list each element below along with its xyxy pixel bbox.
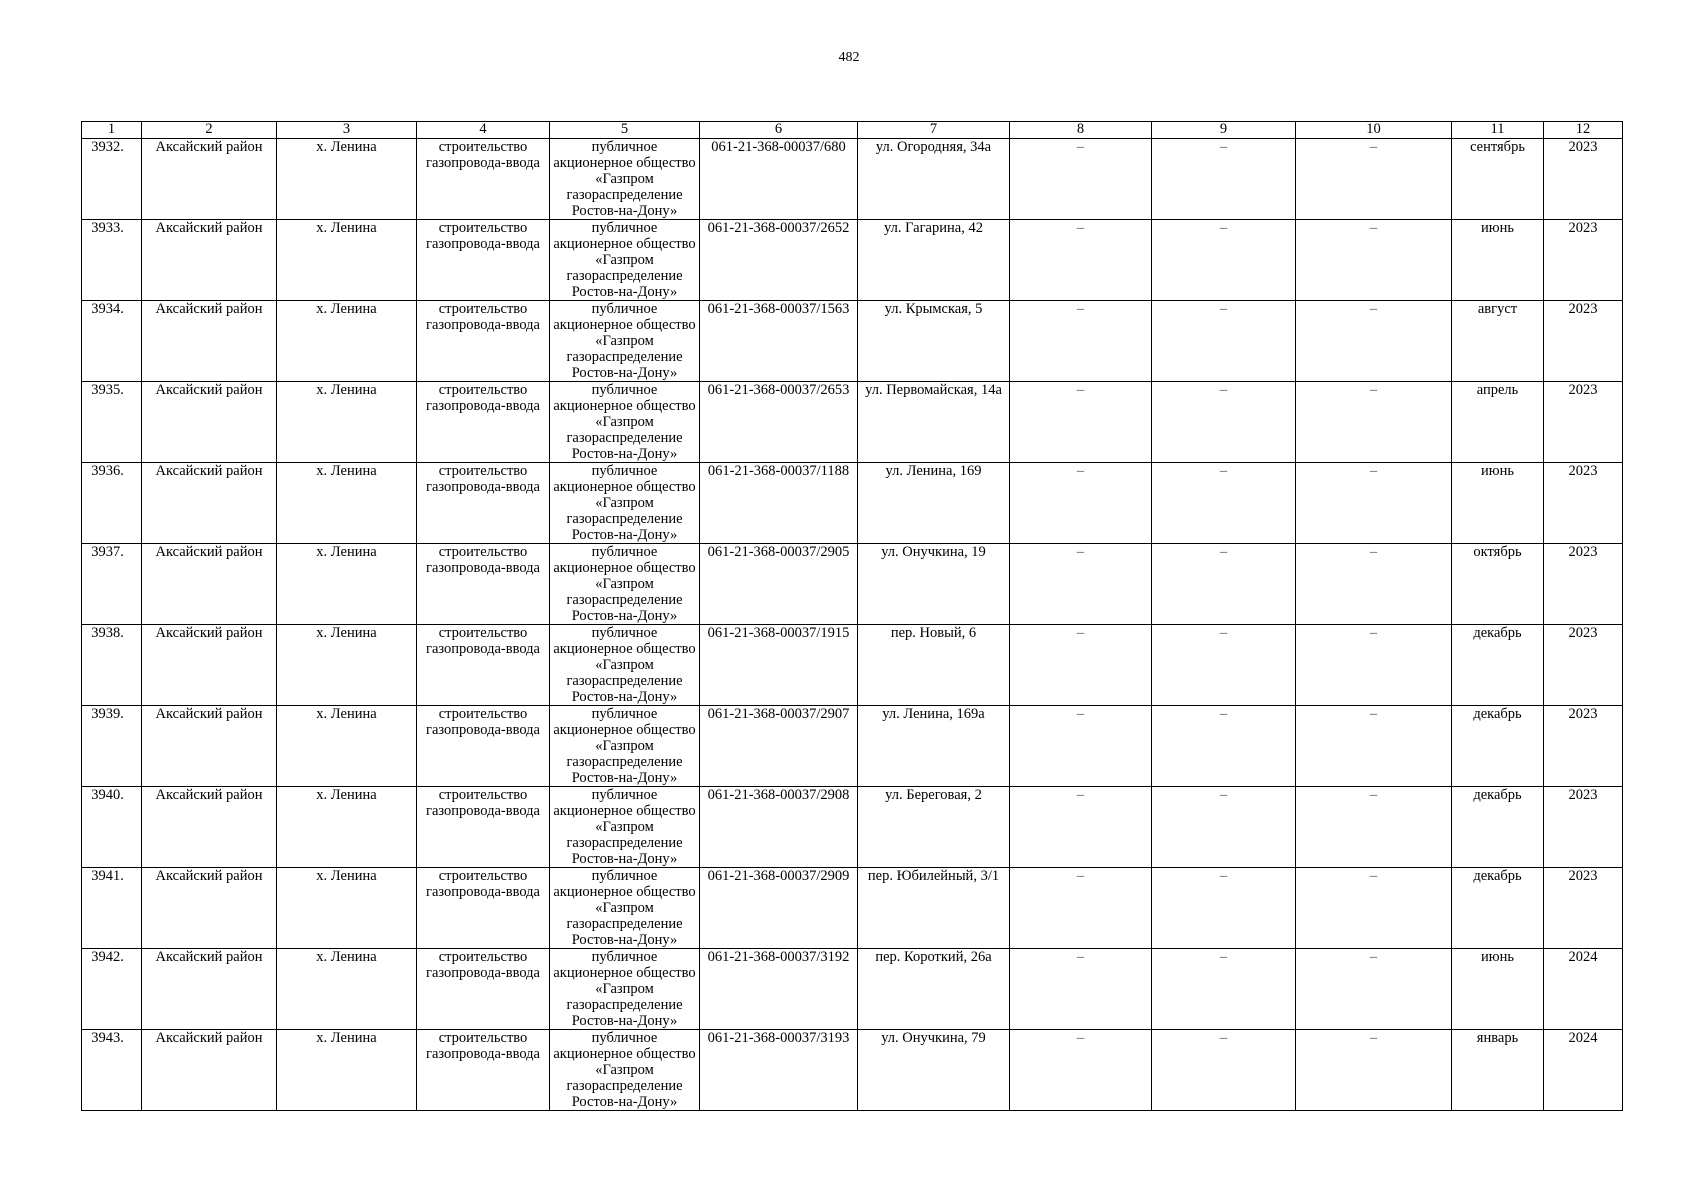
registry-code-cell: 061-21-368-00037/2653	[700, 382, 858, 463]
column-header: 8	[1010, 122, 1152, 139]
work-type-cell: строительство газопровода-ввода	[417, 544, 550, 625]
dash-cell: –	[1296, 1030, 1452, 1111]
month-cell: июнь	[1452, 463, 1544, 544]
district-cell: Аксайский район	[142, 544, 277, 625]
month-cell: июнь	[1452, 220, 1544, 301]
registry-code-cell: 061-21-368-00037/2652	[700, 220, 858, 301]
dash-cell: –	[1010, 463, 1152, 544]
dash-cell: –	[1296, 868, 1452, 949]
registry-code-cell: 061-21-368-00037/3193	[700, 1030, 858, 1111]
settlement-cell: х. Ленина	[277, 139, 417, 220]
dash-cell: –	[1010, 949, 1152, 1030]
table-row	[82, 706, 1623, 787]
organization-cell: публичное акционерное общество «Газпром газораспределение Ростов-на-Дону»	[550, 382, 700, 463]
settlement-cell: х. Ленина	[277, 382, 417, 463]
table-row	[82, 301, 1623, 382]
organization-cell: публичное акционерное общество «Газпром газораспределение Ростов-на-Дону»	[550, 544, 700, 625]
work-type-cell: строительство газопровода-ввода	[417, 139, 550, 220]
year-cell: 2023	[1544, 625, 1623, 706]
organization-cell: публичное акционерное общество «Газпром газораспределение Ростов-на-Дону»	[550, 787, 700, 868]
district-cell: Аксайский район	[142, 868, 277, 949]
address-cell: ул. Онучкина, 19	[858, 544, 1010, 625]
district-cell: Аксайский район	[142, 706, 277, 787]
settlement-cell: х. Ленина	[277, 868, 417, 949]
dash-cell: –	[1152, 1030, 1296, 1111]
dash-cell: –	[1152, 868, 1296, 949]
column-header: 2	[142, 122, 277, 139]
work-type-cell: строительство газопровода-ввода	[417, 949, 550, 1030]
settlement-cell: х. Ленина	[277, 1030, 417, 1111]
dash-cell: –	[1152, 220, 1296, 301]
table-row	[82, 220, 1623, 301]
dash-cell: –	[1010, 382, 1152, 463]
row-number: 3937.	[82, 544, 142, 625]
month-cell: октябрь	[1452, 544, 1544, 625]
month-cell: январь	[1452, 1030, 1544, 1111]
address-cell: ул. Огородняя, 34а	[858, 139, 1010, 220]
column-header: 7	[858, 122, 1010, 139]
table-row	[82, 868, 1623, 949]
district-cell: Аксайский район	[142, 301, 277, 382]
organization-cell: публичное акционерное общество «Газпром газораспределение Ростов-на-Дону»	[550, 301, 700, 382]
dash-cell: –	[1152, 706, 1296, 787]
dash-cell: –	[1010, 220, 1152, 301]
row-number: 3940.	[82, 787, 142, 868]
registry-code-cell: 061-21-368-00037/1915	[700, 625, 858, 706]
district-cell: Аксайский район	[142, 382, 277, 463]
month-cell: декабрь	[1452, 868, 1544, 949]
district-cell: Аксайский район	[142, 220, 277, 301]
row-number: 3942.	[82, 949, 142, 1030]
dash-cell: –	[1010, 1030, 1152, 1111]
registry-table	[81, 121, 1623, 1111]
district-cell: Аксайский район	[142, 1030, 277, 1111]
row-number: 3935.	[82, 382, 142, 463]
month-cell: декабрь	[1452, 706, 1544, 787]
dash-cell: –	[1296, 301, 1452, 382]
dash-cell: –	[1296, 220, 1452, 301]
dash-cell: –	[1152, 463, 1296, 544]
registry-code-cell: 061-21-368-00037/1188	[700, 463, 858, 544]
dash-cell: –	[1010, 706, 1152, 787]
dash-cell: –	[1296, 787, 1452, 868]
settlement-cell: х. Ленина	[277, 220, 417, 301]
dash-cell: –	[1296, 625, 1452, 706]
work-type-cell: строительство газопровода-ввода	[417, 787, 550, 868]
district-cell: Аксайский район	[142, 949, 277, 1030]
settlement-cell: х. Ленина	[277, 949, 417, 1030]
organization-cell: публичное акционерное общество «Газпром газораспределение Ростов-на-Дону»	[550, 139, 700, 220]
table-row	[82, 463, 1623, 544]
row-number: 3938.	[82, 625, 142, 706]
registry-code-cell: 061-21-368-00037/2908	[700, 787, 858, 868]
month-cell: декабрь	[1452, 787, 1544, 868]
dash-cell: –	[1296, 139, 1452, 220]
row-number: 3939.	[82, 706, 142, 787]
registry-code-cell: 061-21-368-00037/2907	[700, 706, 858, 787]
year-cell: 2023	[1544, 463, 1623, 544]
year-cell: 2023	[1544, 139, 1623, 220]
organization-cell: публичное акционерное общество «Газпром газораспределение Ростов-на-Дону»	[550, 463, 700, 544]
month-cell: август	[1452, 301, 1544, 382]
dash-cell: –	[1010, 544, 1152, 625]
registry-code-cell: 061-21-368-00037/680	[700, 139, 858, 220]
dash-cell: –	[1010, 625, 1152, 706]
year-cell: 2024	[1544, 1030, 1623, 1111]
dash-cell: –	[1152, 787, 1296, 868]
work-type-cell: строительство газопровода-ввода	[417, 625, 550, 706]
dash-cell: –	[1296, 544, 1452, 625]
column-header: 1	[82, 122, 142, 139]
table-row	[82, 544, 1623, 625]
address-cell: пер. Новый, 6	[858, 625, 1010, 706]
dash-cell: –	[1152, 301, 1296, 382]
district-cell: Аксайский район	[142, 463, 277, 544]
row-number: 3943.	[82, 1030, 142, 1111]
dash-cell: –	[1296, 949, 1452, 1030]
dash-cell: –	[1152, 139, 1296, 220]
organization-cell: публичное акционерное общество «Газпром газораспределение Ростов-на-Дону»	[550, 625, 700, 706]
dash-cell: –	[1010, 787, 1152, 868]
row-number: 3933.	[82, 220, 142, 301]
organization-cell: публичное акционерное общество «Газпром газораспределение Ростов-на-Дону»	[550, 949, 700, 1030]
organization-cell: публичное акционерное общество «Газпром газораспределение Ростов-на-Дону»	[550, 1030, 700, 1111]
table-row	[82, 382, 1623, 463]
work-type-cell: строительство газопровода-ввода	[417, 220, 550, 301]
address-cell: ул. Онучкина, 79	[858, 1030, 1010, 1111]
month-cell: сентябрь	[1452, 139, 1544, 220]
dash-cell: –	[1010, 301, 1152, 382]
dash-cell: –	[1010, 139, 1152, 220]
dash-cell: –	[1296, 382, 1452, 463]
row-number: 3941.	[82, 868, 142, 949]
settlement-cell: х. Ленина	[277, 706, 417, 787]
organization-cell: публичное акционерное общество «Газпром газораспределение Ростов-на-Дону»	[550, 706, 700, 787]
district-cell: Аксайский район	[142, 625, 277, 706]
address-cell: ул. Гагарина, 42	[858, 220, 1010, 301]
table-row	[82, 139, 1623, 220]
year-cell: 2023	[1544, 220, 1623, 301]
settlement-cell: х. Ленина	[277, 787, 417, 868]
column-header: 11	[1452, 122, 1544, 139]
table-row	[82, 949, 1623, 1030]
row-number: 3932.	[82, 139, 142, 220]
dash-cell: –	[1152, 949, 1296, 1030]
year-cell: 2023	[1544, 544, 1623, 625]
district-cell: Аксайский район	[142, 787, 277, 868]
row-number: 3936.	[82, 463, 142, 544]
address-cell: пер. Юбилейный, 3/1	[858, 868, 1010, 949]
work-type-cell: строительство газопровода-ввода	[417, 706, 550, 787]
work-type-cell: строительство газопровода-ввода	[417, 301, 550, 382]
page-number: 482	[838, 50, 860, 65]
work-type-cell: строительство газопровода-ввода	[417, 1030, 550, 1111]
dash-cell: –	[1152, 544, 1296, 625]
registry-code-cell: 061-21-368-00037/1563	[700, 301, 858, 382]
work-type-cell: строительство газопровода-ввода	[417, 382, 550, 463]
dash-cell: –	[1152, 382, 1296, 463]
month-cell: июнь	[1452, 949, 1544, 1030]
settlement-cell: х. Ленина	[277, 301, 417, 382]
column-header: 5	[550, 122, 700, 139]
address-cell: ул. Ленина, 169а	[858, 706, 1010, 787]
year-cell: 2023	[1544, 868, 1623, 949]
address-cell: ул. Крымская, 5	[858, 301, 1010, 382]
column-header: 9	[1152, 122, 1296, 139]
district-cell: Аксайский район	[142, 139, 277, 220]
registry-code-cell: 061-21-368-00037/3192	[700, 949, 858, 1030]
dash-cell: –	[1152, 625, 1296, 706]
registry-code-cell: 061-21-368-00037/2905	[700, 544, 858, 625]
settlement-cell: х. Ленина	[277, 625, 417, 706]
column-header: 10	[1296, 122, 1452, 139]
column-header: 6	[700, 122, 858, 139]
row-number: 3934.	[82, 301, 142, 382]
column-header: 4	[417, 122, 550, 139]
year-cell: 2023	[1544, 301, 1623, 382]
year-cell: 2023	[1544, 382, 1623, 463]
column-header: 12	[1544, 122, 1623, 139]
address-cell: пер. Короткий, 26а	[858, 949, 1010, 1030]
dash-cell: –	[1296, 706, 1452, 787]
table-row	[82, 625, 1623, 706]
month-cell: декабрь	[1452, 625, 1544, 706]
table-row	[82, 787, 1623, 868]
address-cell: ул. Береговая, 2	[858, 787, 1010, 868]
dash-cell: –	[1296, 463, 1452, 544]
organization-cell: публичное акционерное общество «Газпром газораспределение Ростов-на-Дону»	[550, 868, 700, 949]
work-type-cell: строительство газопровода-ввода	[417, 868, 550, 949]
year-cell: 2024	[1544, 949, 1623, 1030]
work-type-cell: строительство газопровода-ввода	[417, 463, 550, 544]
address-cell: ул. Ленина, 169	[858, 463, 1010, 544]
organization-cell: публичное акционерное общество «Газпром газораспределение Ростов-на-Дону»	[550, 220, 700, 301]
table-row	[82, 1030, 1623, 1111]
dash-cell: –	[1010, 868, 1152, 949]
settlement-cell: х. Ленина	[277, 463, 417, 544]
year-cell: 2023	[1544, 787, 1623, 868]
table-body	[82, 139, 1623, 1111]
year-cell: 2023	[1544, 706, 1623, 787]
column-header: 3	[277, 122, 417, 139]
month-cell: апрель	[1452, 382, 1544, 463]
registry-code-cell: 061-21-368-00037/2909	[700, 868, 858, 949]
column-number-row	[82, 122, 1623, 139]
settlement-cell: х. Ленина	[277, 544, 417, 625]
address-cell: ул. Первомайская, 14а	[858, 382, 1010, 463]
